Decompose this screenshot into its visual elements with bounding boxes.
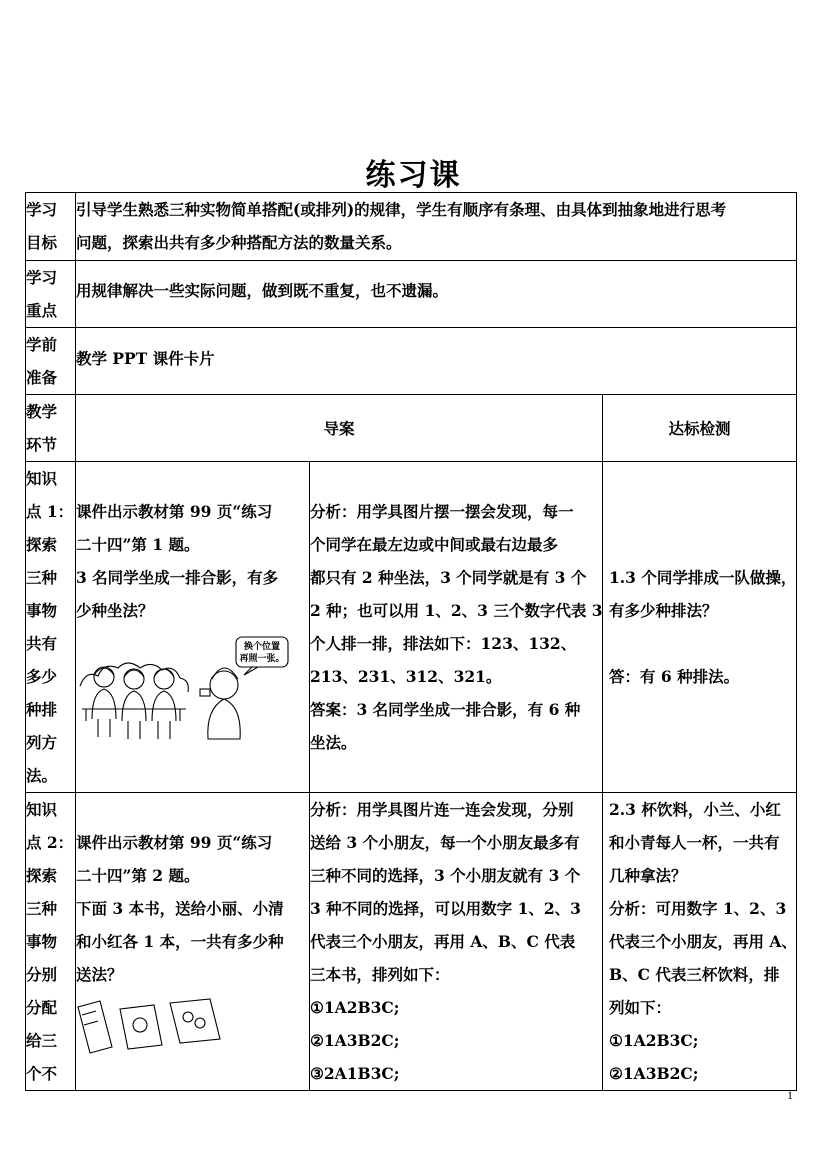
label-knowledge-point-1: 知识 点 1： 探索 三种 事物 共有 多少 种排 列方 法。 [26, 462, 76, 793]
learning-key-text: 用规律解决一些实际问题，做到既不重复，也不遗漏。 [76, 261, 797, 328]
label-knowledge-point-2: 知识 点 2： 探索 三种 事物 分别 分配 给三 个不 [26, 793, 76, 1091]
students-photo-illustration [76, 631, 294, 751]
three-books-illustration [76, 995, 226, 1055]
k2-check: 2.3 杯饮料，小兰、小红 和小青每人一杯，一共有 几种拿法？ 分析：可用数字 1、2、3 代表三个小朋友，再用 A、 B、C 代表三杯饮料，排 列如下： ①1A2B3C; ②1A3B2C; [603, 793, 797, 1091]
learning-goal-text: 引导学生熟悉三种实物简单搭配(或排列)的规律，学生有顺序有条理、由具体到抽象地进行思考 问题，探索出共有多少种搭配方法的数量关系。 [76, 193, 797, 261]
header-check: 达标检测 [603, 395, 797, 462]
k1-analysis: 分析：用学具图片摆一摆会发现，每一 个同学在最左边或中间或最右边最多 都只有 2 种坐法，3 个同学就是有 3 个 2 种；也可以用 1、2、3 三个数字代表 3 个人排一排，排法如下：123、132、 213、231、312、321。 答案：3 名同学坐成一排合影，有 6 种 坐法。 [310, 462, 603, 793]
row-learning-goal [26, 193, 797, 261]
label-teaching-phase: 教学 环节 [26, 395, 76, 462]
header-guide: 导案 [76, 395, 603, 462]
row-header [26, 395, 797, 462]
page-title: 练习课 [365, 158, 462, 193]
k1-check: 1.3 个同学排成一队做操， 有多少种排法？ 答：有 6 种排法。 [603, 462, 797, 793]
speech-bubble-line-1: 换个位置 [243, 642, 281, 652]
k2-analysis: 分析：用学具图片连一连会发现，分别 送给 3 个小朋友，每一个小朋友最多有 三种不同的选择，3 个小朋友就有 3 个 3 种不同的选择，可以用数字 1、2、3 代表三个小朋友，再用 A、B、C 代表 三本书，排列如下： ①1A2B3C; ②1A3B2C; ③2A1B3C; [310, 793, 603, 1091]
row-knowledge-point-1 [26, 462, 797, 793]
label-preparation: 学前 准备 [26, 328, 76, 395]
row-knowledge-point-2 [26, 793, 797, 1091]
row-preparation [26, 328, 797, 395]
speech-bubble-line-2: 再照一张。 [239, 654, 285, 664]
row-learning-key [26, 261, 797, 328]
preparation-text: 教学 PPT 课件卡片 [76, 328, 797, 395]
k2-guide: 课件出示教材第 99 页“练习 二十四”第 2 题。 下面 3 本书，送给小丽、小清 和小红各 1 本，一共有多少种 送法？ [76, 793, 310, 1091]
k1-guide: 课件出示教材第 99 页“练习 二十四”第 1 题。 3 名同学坐成一排合影，有多 少种坐法？ 换个位置 再照一张。 [76, 462, 310, 793]
label-learning-goal: 学习 目标 [26, 193, 76, 261]
lesson-plan-table [25, 192, 797, 1091]
page-number: 1 [787, 1088, 793, 1102]
label-learning-key: 学习 重点 [26, 261, 76, 328]
